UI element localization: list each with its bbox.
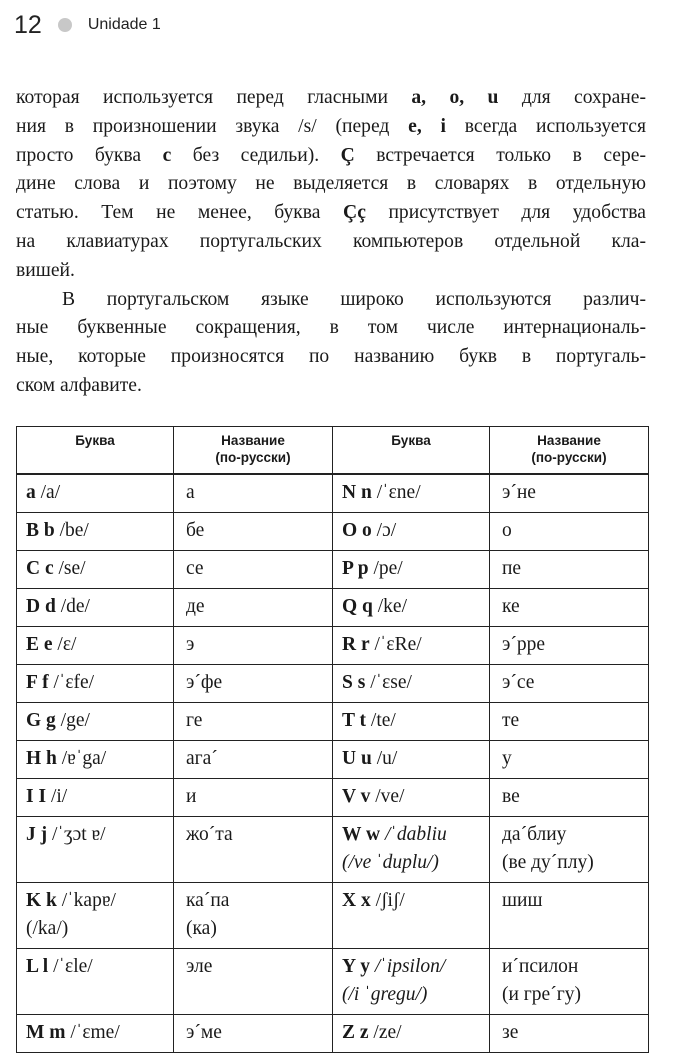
column-header-letter: Буква xyxy=(17,427,174,475)
letter-cell xyxy=(17,589,174,627)
table-row xyxy=(17,1015,649,1053)
bullet-dot-icon xyxy=(58,18,72,32)
pronunciation: /ˈɛfe/ xyxy=(48,672,95,693)
letter-cell xyxy=(333,474,490,513)
pronunciation: /ˈɛRe/ xyxy=(369,634,422,655)
unit-label: Unidade 1 xyxy=(87,16,161,33)
letter-glyph: N n xyxy=(342,482,372,503)
letter-glyph: O o xyxy=(342,520,372,541)
table-body xyxy=(17,474,649,1053)
text-line: В португальском языке широко используются различ- xyxy=(62,288,646,310)
russian-name-cell: и´псилон (и гре´гу) xyxy=(490,949,649,1015)
page-header xyxy=(14,8,161,42)
letter-glyph: J j xyxy=(26,824,48,845)
russian-name-cell: се xyxy=(174,551,333,589)
table-row xyxy=(17,589,649,627)
russian-name-cell: ве xyxy=(490,779,649,817)
russian-name-cell: э xyxy=(174,627,333,665)
alphabet-table xyxy=(16,426,649,1053)
russian-name-cell: э´ме xyxy=(174,1015,333,1053)
pronunciation: /pe/ xyxy=(368,558,403,579)
column-header-name: Название (по-русски) xyxy=(490,427,649,475)
russian-name-cell: э´не xyxy=(490,474,649,513)
letter-glyph: Q q xyxy=(342,596,373,617)
russian-name-cell: зе xyxy=(490,1015,649,1053)
letter-cell xyxy=(17,949,174,1015)
russian-name-cell: жо´та xyxy=(174,817,333,883)
letter-cell xyxy=(333,513,490,551)
table-row xyxy=(17,741,649,779)
page-number: 12 xyxy=(14,10,42,39)
russian-name-cell: э´се xyxy=(490,665,649,703)
letter-glyph: G g xyxy=(26,710,56,731)
letter-cell xyxy=(333,627,490,665)
letter-glyph: Y y xyxy=(342,956,370,977)
letter-cell xyxy=(333,883,490,949)
text-line: ные, которые произносятся по названию букв в португаль- xyxy=(16,346,646,368)
pronunciation: /ˈʒɔt ɐ/ xyxy=(47,824,106,845)
letter-glyph: H h xyxy=(26,748,57,769)
letter-cell xyxy=(17,665,174,703)
letter-cell xyxy=(333,665,490,703)
letter-glyph: F f xyxy=(26,672,49,693)
letter-cell xyxy=(333,1015,490,1053)
pronunciation: /ve/ xyxy=(370,786,405,807)
body-text xyxy=(16,84,646,401)
letter-glyph: B b xyxy=(26,520,55,541)
russian-name-cell: о xyxy=(490,513,649,551)
text-line: которая используется перед гласными a, o, u для сохране- xyxy=(16,87,646,108)
russian-name-cell: ке xyxy=(490,589,649,627)
letter-glyph: a xyxy=(26,482,36,503)
letter-cell xyxy=(333,589,490,627)
bold-letters: Çç xyxy=(343,202,366,224)
russian-name-cell: ага´ xyxy=(174,741,333,779)
letter-glyph: V v xyxy=(342,786,371,807)
letter-glyph: D d xyxy=(26,596,56,617)
paragraph-2 xyxy=(16,286,646,401)
russian-name-cell: де xyxy=(174,589,333,627)
table-row xyxy=(17,513,649,551)
column-header-letter: Буква xyxy=(333,427,490,475)
letter-glyph: Z z xyxy=(342,1022,369,1043)
russian-name-cell: ка´па (ка) xyxy=(174,883,333,949)
table-row xyxy=(17,703,649,741)
text-line: ском алфавите. xyxy=(16,374,142,396)
bold-letters: e, i xyxy=(408,115,446,137)
pronunciation: /be/ xyxy=(54,520,89,541)
letter-glyph: K k xyxy=(26,890,57,911)
text-line: вишей. xyxy=(16,259,75,281)
pronunciation: /a/ xyxy=(35,482,61,503)
letter-cell xyxy=(17,779,174,817)
letter-glyph: W w xyxy=(342,824,381,845)
pronunciation: /ʃiʃ/ xyxy=(370,890,405,911)
letter-cell xyxy=(17,703,174,741)
table-row xyxy=(17,627,649,665)
russian-name-cell: пе xyxy=(490,551,649,589)
pronunciation: /ˈɛne/ xyxy=(371,482,421,503)
russian-name-cell: шиш xyxy=(490,883,649,949)
letter-cell xyxy=(17,551,174,589)
russian-name-cell: э´рре xyxy=(490,627,649,665)
letter-cell xyxy=(17,741,174,779)
letter-glyph: E e xyxy=(26,634,53,655)
pronunciation: /ˈɛme/ xyxy=(65,1022,120,1043)
text-line: просто буква c без седильи). Ç встречается только в сере- xyxy=(16,144,646,166)
table-row xyxy=(17,665,649,703)
table-row xyxy=(17,949,649,1015)
bold-letters: c xyxy=(162,144,172,166)
letter-glyph: S s xyxy=(342,672,366,693)
letter-cell xyxy=(17,817,174,883)
letter-glyph: R r xyxy=(342,634,370,655)
pronunciation: /ˈipsilon/ (/i ˈgregu/) xyxy=(342,956,446,1005)
text-line: дине слова и поэтому не выделяется в словарях в отдельную xyxy=(16,173,646,195)
table-row xyxy=(17,817,649,883)
pronunciation: /ˈɛle/ xyxy=(48,956,93,977)
letter-glyph: X x xyxy=(342,890,371,911)
letter-cell xyxy=(333,741,490,779)
letter-glyph: M m xyxy=(26,1022,66,1043)
text-line: статью. Тем не менее, буква Çç присутствует для удобства xyxy=(16,202,646,224)
russian-name-cell: ге xyxy=(174,703,333,741)
pronunciation: /ˈdabliu (/ve ˈduplu/) xyxy=(342,824,447,873)
letter-glyph: C c xyxy=(26,558,54,579)
russian-name-cell: э´фе xyxy=(174,665,333,703)
pronunciation: /ge/ xyxy=(55,710,90,731)
pronunciation: /ˈkapɐ/ (/ka/) xyxy=(26,890,116,939)
russian-name-cell: и xyxy=(174,779,333,817)
pronunciation: /ɛ/ xyxy=(52,634,77,655)
bold-letters: Ç xyxy=(340,144,355,166)
pronunciation: /u/ xyxy=(371,748,398,769)
russian-name-cell: эле xyxy=(174,949,333,1015)
letter-cell xyxy=(17,627,174,665)
pronunciation: /te/ xyxy=(366,710,396,731)
letter-cell xyxy=(17,883,174,949)
letter-cell xyxy=(333,779,490,817)
pronunciation: /i/ xyxy=(46,786,68,807)
russian-name-cell: а xyxy=(174,474,333,513)
letter-cell xyxy=(17,513,174,551)
table-row xyxy=(17,551,649,589)
text-line: на клавиатурах португальских компьютеров отдельной кла- xyxy=(16,230,646,252)
table-row xyxy=(17,883,649,949)
russian-name-cell: те xyxy=(490,703,649,741)
letter-cell xyxy=(333,703,490,741)
letter-cell xyxy=(17,474,174,513)
letter-glyph: P p xyxy=(342,558,369,579)
table-row xyxy=(17,779,649,817)
bold-letters: a, o, u xyxy=(411,87,499,108)
pronunciation: /ˈɛse/ xyxy=(365,672,412,693)
russian-name-cell: да´блиу (ве ду´плу) xyxy=(490,817,649,883)
column-header-name: Название (по-русски) xyxy=(174,427,333,475)
letter-cell xyxy=(333,551,490,589)
text-line: ния в произношении звука /s/ (перед e, i всегда используется xyxy=(16,115,646,137)
text-line: ные буквенные сокращения, в том числе интернациональ- xyxy=(16,317,646,339)
pronunciation: /ɔ/ xyxy=(371,520,397,541)
letter-glyph: L l xyxy=(26,956,49,977)
pronunciation: /ke/ xyxy=(372,596,408,617)
pronunciation: /de/ xyxy=(55,596,90,617)
russian-name-cell: бе xyxy=(174,513,333,551)
table-row xyxy=(17,474,649,513)
russian-name-cell: у xyxy=(490,741,649,779)
letter-glyph: I I xyxy=(26,786,47,807)
paragraph-1 xyxy=(16,84,646,286)
pronunciation: /ɐˈga/ xyxy=(56,748,107,769)
pronunciation: /ze/ xyxy=(368,1022,402,1043)
pronunciation: /se/ xyxy=(53,558,86,579)
letter-cell xyxy=(333,817,490,883)
letter-glyph: T t xyxy=(342,710,367,731)
letter-glyph: U u xyxy=(342,748,372,769)
letter-cell xyxy=(333,949,490,1015)
table-header-row xyxy=(17,427,649,475)
letter-cell xyxy=(17,1015,174,1053)
